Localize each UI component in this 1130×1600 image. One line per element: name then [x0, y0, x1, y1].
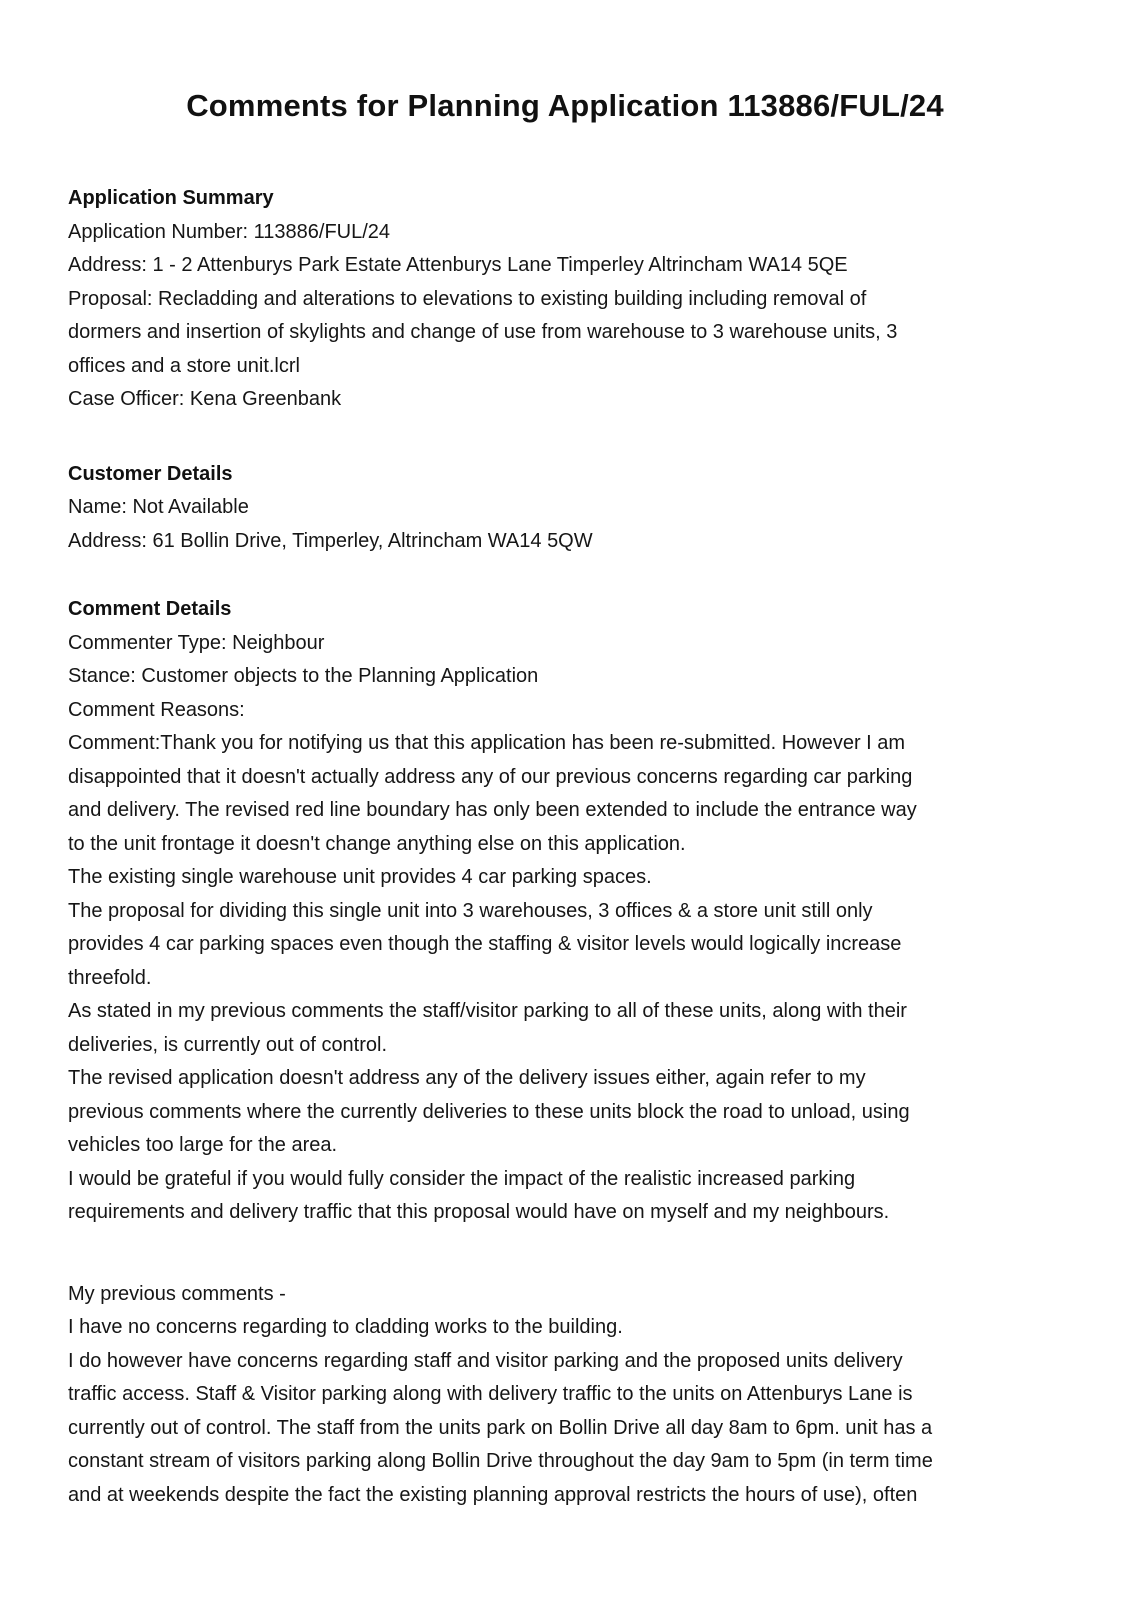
section-comment-details — [68, 593, 1090, 1512]
text-line: Comment Reasons: — [68, 698, 245, 721]
document-content — [68, 182, 1090, 1512]
section-application-summary — [68, 182, 1090, 417]
text-line: Application Number: 113886/FUL/24 — [68, 220, 391, 243]
text-line: deliveries, is currently out of control. — [68, 1033, 388, 1056]
text-line: The revised application doesn't address any of the delivery issues either, again refer to my — [68, 1067, 866, 1089]
text-line: offices and a store unit.lcrl — [68, 354, 300, 377]
customer-details-heading: Customer Details — [68, 462, 233, 485]
customer-details-body — [68, 491, 1090, 558]
application-summary-heading: Application Summary — [68, 187, 274, 209]
text-line: disappointed that it doesn't actually address any of our previous concerns regarding car parking — [68, 765, 913, 788]
text-line: Name: Not Available — [68, 496, 249, 518]
application-summary-body — [68, 216, 1090, 417]
text-line: Case Officer: Kena Greenbank — [68, 388, 342, 410]
text-line: previous comments where the currently deliveries to these units block the road to unload, using — [68, 1100, 910, 1123]
previous-comments-body — [68, 1278, 1090, 1513]
text-line: My previous comments - — [68, 1282, 286, 1305]
text-line: Address: 61 Bollin Drive, Timperley, Altrincham WA14 5QW — [68, 529, 593, 552]
text-line: traffic access. Staff & Visitor parking along with delivery traffic to the units on Attenburys Lane is — [68, 1383, 913, 1405]
text-line: I would be grateful if you would fully consider the impact of the realistic increased parking — [68, 1167, 856, 1190]
text-line: I do however have concerns regarding staff and visitor parking and the proposed units delivery — [68, 1349, 903, 1372]
document-title: Comments for Planning Application 113886/FUL/24 — [186, 88, 944, 123]
text-line: and at weekends despite the fact the existing planning approval restricts the hours of use), often — [68, 1483, 918, 1506]
text-line: As stated in my previous comments the staff/visitor parking to all of these units, along with their — [68, 1000, 907, 1022]
text-line: I have no concerns regarding to cladding works to the building. — [68, 1316, 623, 1338]
section-customer-details — [68, 458, 1090, 559]
text-line: Comment:Thank you for notifying us that this application has been re-submitted. However I am — [68, 732, 906, 754]
text-line: requirements and delivery traffic that this proposal would have on myself and my neighbours. — [68, 1201, 890, 1223]
text-line: threefold. — [68, 966, 152, 989]
text-line: vehicles too large for the area. — [68, 1134, 338, 1156]
text-line: The proposal for dividing this single unit into 3 warehouses, 3 offices & a store unit still only — [68, 899, 873, 922]
comment-details-heading: Comment Details — [68, 598, 232, 620]
text-line: Proposal: Recladding and alterations to elevations to existing building including removal of — [68, 287, 867, 310]
text-line: Stance: Customer objects to the Planning Application — [68, 665, 539, 687]
text-line: The existing single warehouse unit provides 4 car parking spaces. — [68, 866, 652, 888]
comment-details-body — [68, 627, 1090, 1230]
text-line: constant stream of visitors parking along Bollin Drive throughout the day 9am to 5pm (in term time — [68, 1450, 933, 1472]
text-line: Address: 1 - 2 Attenburys Park Estate Attenburys Lane Timperley Altrincham WA14 5QE — [68, 254, 848, 276]
text-line: and delivery. The revised red line boundary has only been extended to include the entrance way — [68, 799, 917, 821]
text-line: to the unit frontage it doesn't change anything else on this application. — [68, 832, 686, 855]
text-line: provides 4 car parking spaces even though the staffing & visitor levels would logically increase — [68, 933, 902, 955]
text-line: currently out of control. The staff from the units park on Bollin Drive all day 8am to 6pm. unit has a — [68, 1416, 933, 1439]
text-line: dormers and insertion of skylights and change of use from warehouse to 3 warehouse units, 3 — [68, 321, 898, 343]
text-line: Commenter Type: Neighbour — [68, 631, 325, 654]
